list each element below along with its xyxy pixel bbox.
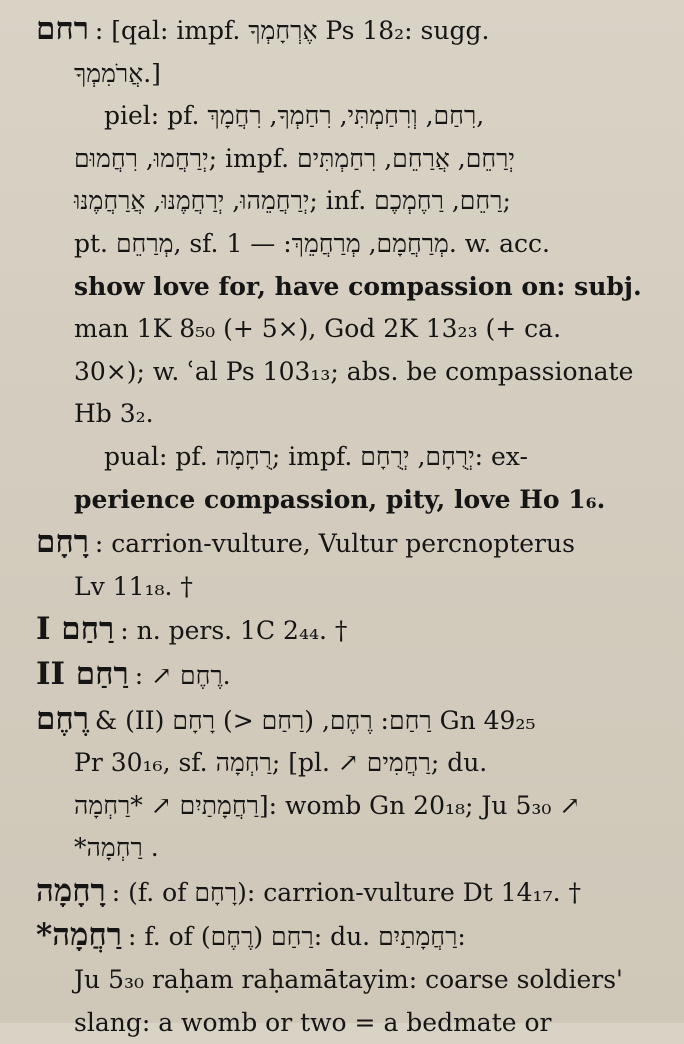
- entry-text: : ↗ רֶחֶם.: [134, 660, 231, 690]
- entry-text: : carrion-vulture, Vultur percnopterus: [94, 529, 575, 559]
- entry-headword: *רַחֲמָה: [36, 917, 122, 954]
- entry-headword: I רַחַם: [36, 611, 115, 648]
- entry-text: Pr 30₁₆, sf. רַחְמָה; [pl. ↗ רַחֲמִים; du.: [74, 748, 488, 778]
- entry-line: [36, 698, 654, 743]
- entry-line: [36, 914, 654, 959]
- entry-line: [36, 351, 654, 394]
- entry-text: : (f. of רָחָם): carrion-vulture Dt 14₁₇. †: [111, 877, 581, 907]
- entry-line: [36, 827, 654, 870]
- entry-line: [36, 870, 654, 915]
- entry-headword: רחם: [36, 11, 89, 47]
- entry-text: & (II) רַחַם: רֶחֶם, (רַחַם <) רָחָם Gn 49₂₅: [94, 705, 536, 735]
- entry-line: [36, 436, 654, 479]
- entry-text: pual: pf. רֻחָמָה; impf. יְרֻחָם, יְרֻחָם: ex-: [104, 441, 528, 471]
- entry-text: Ju 5₃₀ raḥam raḥamātayim: coarse soldiers': [74, 965, 623, 995]
- entry-text: : [qal: impf. אֶרְחָמְךָ Ps 18₂: sugg.: [94, 16, 490, 45]
- entry-line: [36, 53, 654, 96]
- entry-headword: II רַחַם: [36, 655, 129, 692]
- entry-line: [36, 608, 654, 653]
- entry-text: man 1K 8₅₀ (+ 5×), God 2K 13₂₃ (+ ca.: [74, 314, 562, 344]
- entry-text: perience compassion, pity, love Ho 1₆.: [74, 484, 606, 514]
- entry-line: [36, 566, 654, 609]
- entry-text: *רַחְמָה .: [74, 833, 159, 863]
- entry-line: [36, 959, 654, 1002]
- entry-line: [36, 180, 654, 223]
- entry-headword: רֶחֶם: [36, 700, 89, 737]
- entry-text: Lv 11₁₈. †: [74, 571, 193, 601]
- entry-line: [36, 479, 654, 522]
- entry-text: אֲרֹמִמְךָ.]: [74, 58, 161, 88]
- entry-text: piel: pf. רִחַם, וְרִחַמְתִּי, רִחַמְךָ, רִחֲמָךְ,: [104, 101, 485, 131]
- entry-text: 30×); w. ʿal Ps 103₁₃; abs. be compassionate: [74, 356, 634, 386]
- entry-line: [36, 393, 654, 436]
- entry-line: [36, 653, 654, 698]
- entry-line: [36, 742, 654, 785]
- entry-line: [36, 785, 654, 828]
- entry-text: רַחֲמָתַיִם ↗ *רַחְמָה]: womb Gn 20₁₈; Ju 5₃₀ ↗: [74, 790, 581, 820]
- entry-line: [36, 95, 654, 138]
- entry-line: [36, 223, 654, 266]
- entry-text: slang: a womb or two = a bedmate or: [74, 1007, 552, 1037]
- entry-text: show love for, have compassion on: subj.: [74, 271, 642, 301]
- entry-text: יְרַחֲמוּ, רִחֲמוּם; impf. יְרַחֵם, אֲרַחֵם, רִחַמְתִּים: [74, 143, 515, 173]
- entry-line: [36, 8, 654, 53]
- entry-line: [36, 308, 654, 351]
- entry-text: יְרַחֲמֵהוּ, יְרַחֲמֶנּוּ, אֲרַחֲמֶנּוּ; inf. רַחֵם, רַחֶמְכֶם;: [74, 186, 511, 216]
- entry-line: [36, 138, 654, 181]
- entry-text: Hb 3₂.: [74, 399, 154, 429]
- entry-text: : f. of רַחַם (רֶחֶם): du. רַחֲמָתַיִם:: [128, 922, 466, 952]
- entry-line: [36, 521, 654, 566]
- entry-text: pt. מְרַחֵם, sf. מְרַחֲמָם, מְרַחֲמֵךְ: — 1. w. acc.: [74, 228, 550, 258]
- entry-headword: רָחָמָה: [36, 872, 106, 909]
- entry-line: [36, 266, 654, 309]
- entry-text: : n. pers. 1C 2₄₄. †: [120, 616, 348, 646]
- entry-headword: רָחָם: [36, 524, 89, 561]
